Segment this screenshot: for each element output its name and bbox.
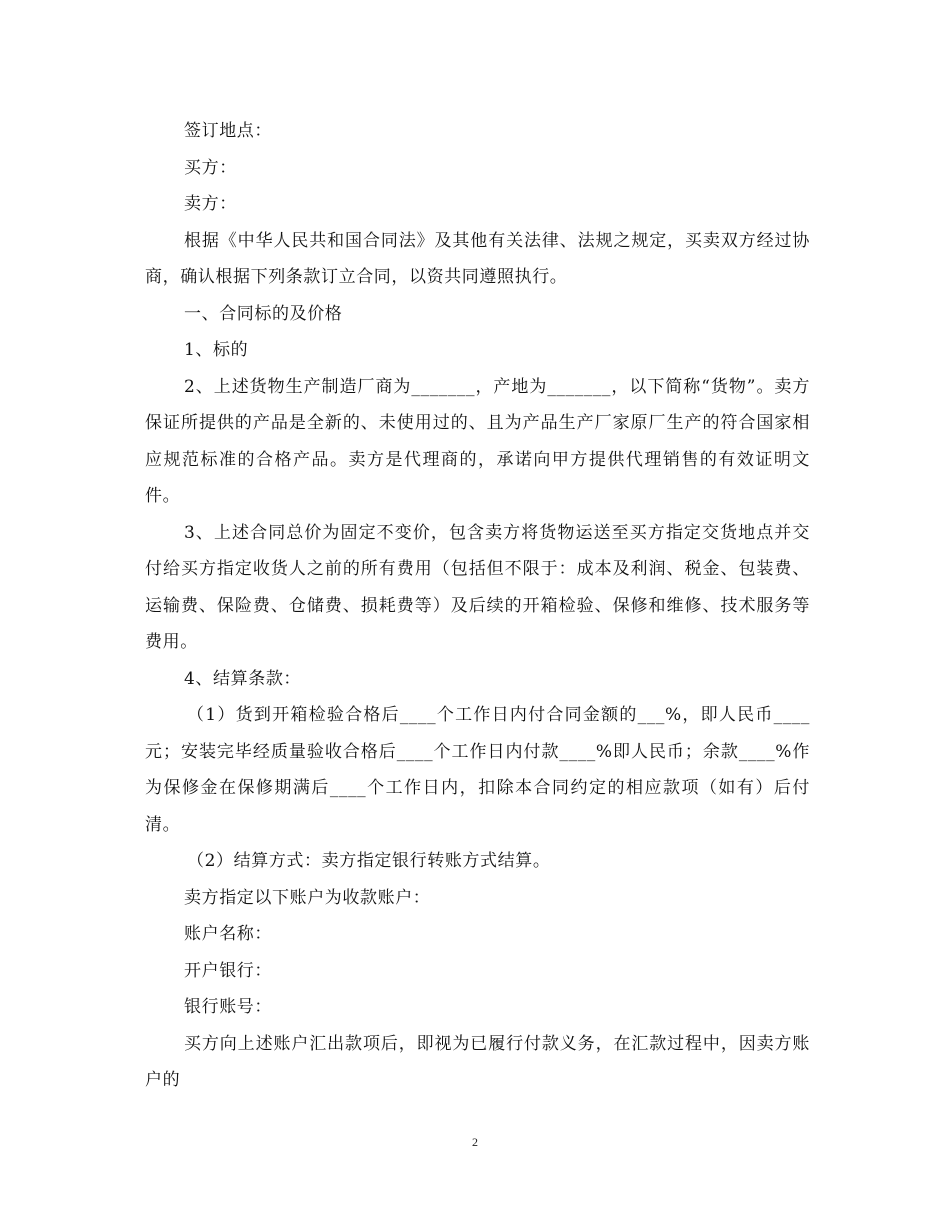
legal-basis-paragraph: 根据《中华人民共和国合同法》及其他有关法律、法规之规定，买卖双方经过协商，确认根据下列条款订立合同，以资共同遵照执行。 — [145, 230, 810, 287]
page-number: 2 — [472, 1135, 478, 1149]
section-heading-subject-price: 一、合同标的及价格 — [184, 303, 343, 324]
remittance-clause: 买方向上述账户汇出款项后，即视为已履行付款义务，在汇款过程中，因卖方账户的 — [145, 1033, 810, 1090]
clause-payment-schedule: （1）货到开箱检验合格后____个工作日内付合同金额的___%，即人民币____元；安装完毕经质量验收合格后____个工作日内付款____%即人民币；余款____%作为保修金在保修期满后____个工作日内，扣除本合同约定的相应款项（如有）后付清。 — [145, 705, 810, 835]
seller-line: 卖方： — [184, 194, 237, 214]
document-body — [145, 113, 810, 1099]
clause-subject: 1、标的 — [184, 340, 249, 360]
receiving-account-intro: 卖方指定以下账户为收款账户： — [184, 887, 431, 908]
account-name-line: 账户名称： — [184, 924, 272, 944]
clause-total-price: 3、上述合同总价为固定不变价，包含卖方将货物运送至买方指定交货地点并交付给买方指定收货人之前的所有费用（包括但不限于：成本及利润、税金、包装费、运输费、保险费、仓储费、损耗费等）及后续的开箱检验、保修和维修、技术服务等费用。 — [145, 522, 810, 652]
clause-settlement-method: （2）结算方式：卖方指定银行转账方式结算。 — [187, 851, 551, 871]
bank-name-line: 开户银行： — [184, 960, 272, 981]
buyer-line: 买方： — [184, 157, 237, 178]
clause-settlement-heading: 4、结算条款： — [184, 668, 302, 689]
signing-location-line: 签订地点： — [184, 121, 272, 141]
account-number-line: 银行账号： — [184, 997, 272, 1017]
clause-manufacturer-origin: 2、上述货物生产制造厂商为_______，产地为_______，以下简称“货物”。卖方保证所提供的产品是全新的、未使用过的、且为产品生产厂家原厂生产的符合国家相应规范标准的合格产品。卖方是代理商的，承诺向甲方提供代理销售的有效证明文件。 — [145, 376, 810, 506]
